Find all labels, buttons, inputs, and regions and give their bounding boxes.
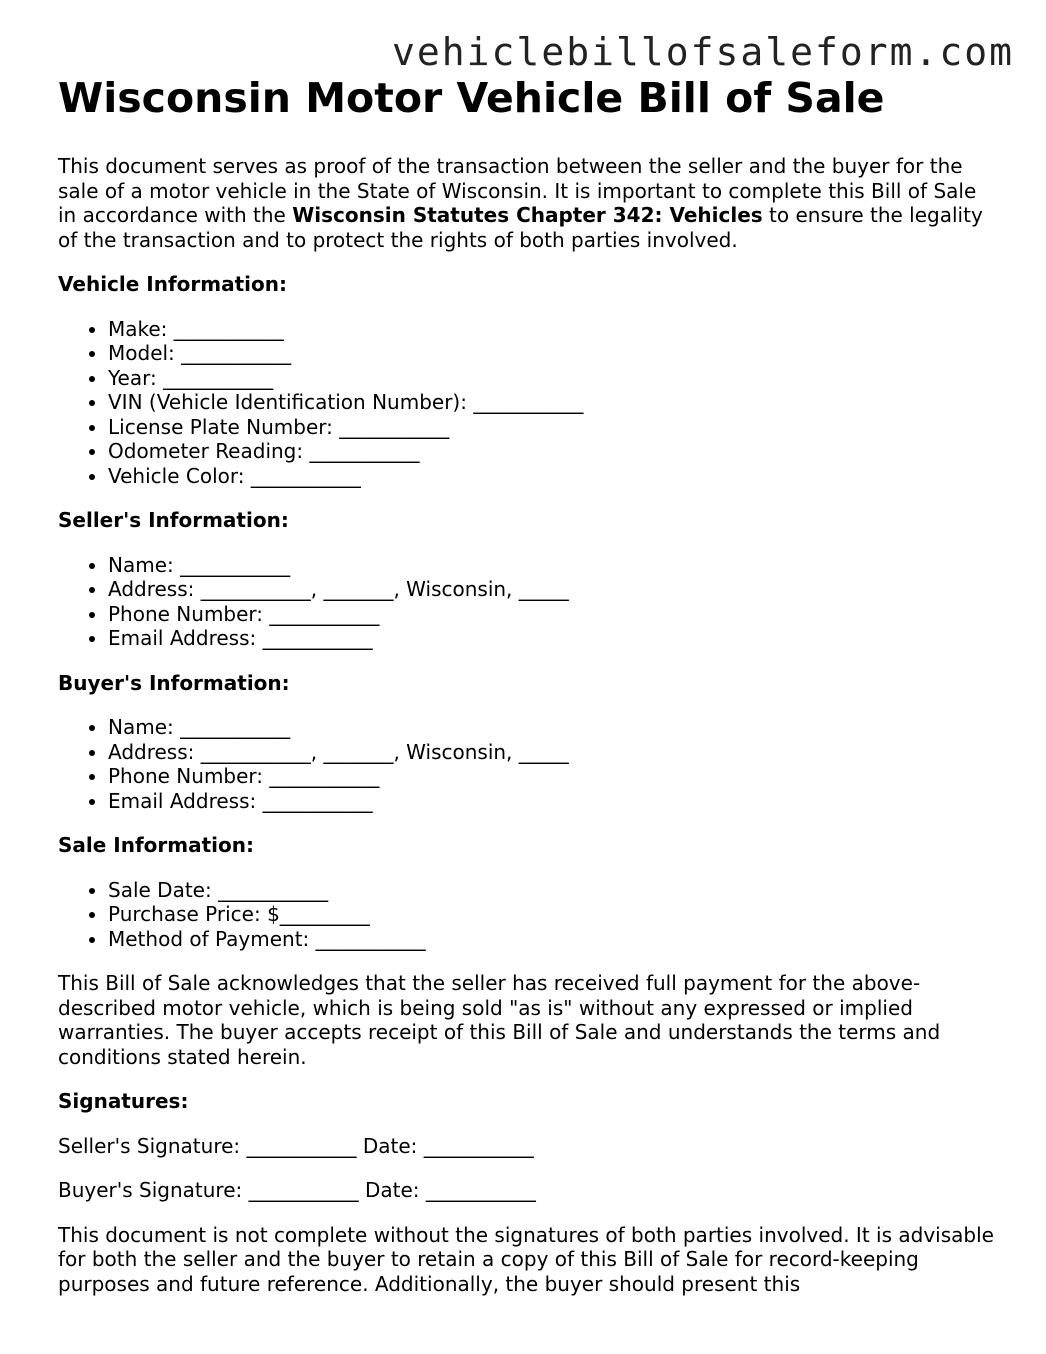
sale-payment-item: • Method of Payment: ___________	[108, 927, 998, 952]
statute-reference: Wisconsin Statutes Chapter 342: Vehicles	[292, 203, 763, 227]
vehicle-list	[58, 317, 998, 489]
sale-list	[58, 878, 998, 952]
sale-heading: Sale Information:	[58, 833, 254, 857]
document-title: Wisconsin Motor Vehicle Bill of Sale	[58, 74, 885, 122]
seller-name-item: • Name: ___________	[108, 553, 998, 578]
vehicle-make-item: • Make: ___________	[108, 317, 998, 342]
sale-date-item: • Sale Date: ___________	[108, 878, 998, 903]
vehicle-heading: Vehicle Information:	[58, 272, 287, 296]
seller-address-item: • Address: ___________, _______, Wisconsin, _____	[108, 577, 998, 602]
buyer-heading: Buyer's Information:	[58, 670, 290, 695]
acknowledgement-paragraph: This Bill of Sale acknowledges that the seller has received full payment for the above-described motor vehicle, which is being sold "as is" without any expressed or implied warranties. The buyer accepts receipt of this Bill of Sale and understands the terms and conditions stated herein.	[58, 971, 941, 1069]
document-body	[58, 72, 998, 1316]
buyer-list	[58, 715, 998, 813]
buyer-signature-line: Buyer's Signature: ___________ Date: ___________	[58, 1178, 536, 1202]
vehicle-year-item: • Year: ___________	[108, 366, 998, 391]
vehicle-model-item: • Model: ___________	[108, 341, 998, 366]
seller-list	[58, 553, 998, 651]
closing-paragraph: This document is not complete without the signatures of both parties involved. It is advisable for both the seller and the buyer to retain a copy of this Bill of Sale for record-keeping purposes and future reference. Additionally, the buyer should present this	[58, 1222, 994, 1296]
vehicle-vin-item: • VIN (Vehicle Identification Number): ___________	[108, 390, 998, 415]
intro-text-end: to ensure the legality of the transaction and to protect the rights of both parties involved.	[58, 203, 983, 252]
signatures-heading: Signatures:	[58, 1089, 189, 1113]
buyer-address-item: • Address: ___________, _______, Wisconsin, _____	[108, 740, 998, 765]
seller-signature-line: Seller's Signature: ___________ Date: ___________	[58, 1133, 534, 1158]
seller-heading: Seller's Information:	[58, 508, 289, 532]
seller-email-item: • Email Address: ___________	[108, 626, 998, 651]
sale-price-item: • Purchase Price: $_________	[108, 902, 998, 927]
buyer-name-item: • Name: ___________	[108, 715, 998, 740]
vehicle-plate-item: • License Plate Number: ___________	[108, 415, 998, 440]
vehicle-color-item: • Vehicle Color: ___________	[108, 464, 998, 489]
seller-phone-item: • Phone Number: ___________	[108, 602, 998, 627]
vehicle-odometer-item: • Odometer Reading: ___________	[108, 439, 998, 464]
intro-text-start: This document serves as proof of the transaction between the seller and the buyer for the sale of a motor vehicle in the State of Wisconsin. It is important to complete this Bill of Sale in accordance with the	[58, 154, 977, 227]
buyer-phone-item: • Phone Number: ___________	[108, 764, 998, 789]
intro-paragraph	[58, 154, 998, 252]
site-watermark: vehiclebillofsaleform.com	[392, 30, 1014, 74]
buyer-email-item: • Email Address: ___________	[108, 789, 998, 814]
